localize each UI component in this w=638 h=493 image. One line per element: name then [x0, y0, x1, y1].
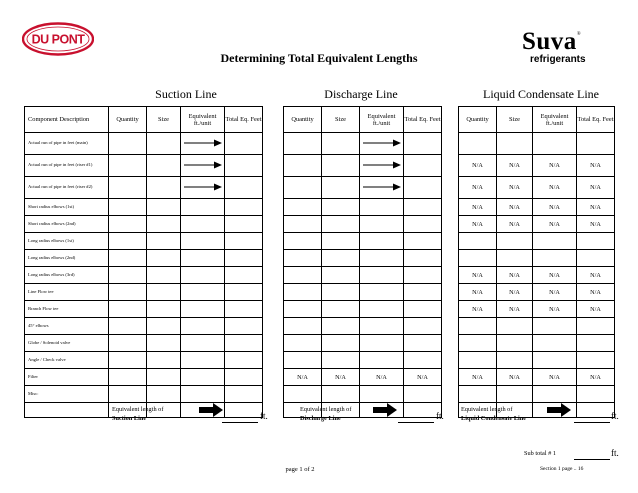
table-row	[459, 233, 615, 250]
discharge-quantity-cell[interactable]	[284, 199, 322, 216]
table-row	[284, 177, 442, 199]
liquid-total-cell: N/A	[577, 155, 615, 177]
equiv-cell[interactable]	[181, 216, 225, 233]
liquid-quantity-cell: N/A	[459, 199, 497, 216]
size-cell[interactable]	[147, 284, 181, 301]
discharge-quantity-cell[interactable]	[284, 233, 322, 250]
size-cell[interactable]	[147, 250, 181, 267]
component-label: Angle / Check valve	[25, 352, 109, 369]
liquid-equiv-cell: N/A	[533, 155, 577, 177]
liquid-quantity-cell[interactable]	[459, 133, 497, 155]
equiv-cell[interactable]	[181, 250, 225, 267]
discharge-unit: ft.	[436, 411, 444, 421]
quantity-cell[interactable]	[109, 284, 147, 301]
table-row	[459, 301, 615, 318]
liquid-total-cell[interactable]	[577, 318, 615, 335]
total-header: Total Eq. Feet	[225, 107, 263, 133]
table-row	[25, 335, 263, 352]
table-row	[284, 301, 442, 318]
liquid-total-cell[interactable]	[577, 403, 615, 418]
total-cell[interactable]	[225, 403, 263, 418]
liquid-size-cell: N/A	[497, 369, 533, 386]
table-row	[25, 199, 263, 216]
discharge-equiv-cell	[360, 177, 404, 199]
liquid-footer: Equivalent length of Liquid Condensate Line	[461, 406, 527, 422]
discharge-size-cell[interactable]	[322, 133, 360, 155]
table-row	[25, 250, 263, 267]
discharge-size-cell[interactable]	[322, 267, 360, 284]
discharge-equiv-cell[interactable]	[360, 352, 404, 369]
liquid-total-cell: N/A	[577, 216, 615, 233]
table-row	[284, 369, 442, 386]
page-title: Determining Total Equivalent Lengths	[220, 51, 418, 65]
table-row	[459, 318, 615, 335]
discharge-size-cell[interactable]	[322, 301, 360, 318]
arrow-icon	[183, 183, 223, 191]
liquid-size-cell[interactable]	[497, 335, 533, 352]
total-cell[interactable]	[225, 318, 263, 335]
liquid-quantity-cell[interactable]	[459, 318, 497, 335]
quantity-cell[interactable]	[109, 177, 147, 199]
equiv-cell[interactable]	[181, 369, 225, 386]
component-label: Short radius elbows (2nd)	[25, 216, 109, 233]
equiv-cell[interactable]	[181, 199, 225, 216]
liquid-table	[458, 106, 615, 418]
discharge-total-cell[interactable]	[404, 199, 442, 216]
table-row	[284, 267, 442, 284]
liquid-quantity-header: Quantity	[459, 107, 497, 133]
section-page: Section 1 page .. 16	[540, 466, 584, 472]
quantity-cell[interactable]	[109, 318, 147, 335]
table-row	[459, 369, 615, 386]
total-cell[interactable]	[225, 335, 263, 352]
table-row	[25, 386, 263, 403]
discharge-total-cell[interactable]	[404, 155, 442, 177]
discharge-total-cell[interactable]	[404, 352, 442, 369]
discharge-equiv-cell[interactable]	[360, 301, 404, 318]
table-row	[284, 216, 442, 233]
discharge-size-cell[interactable]	[322, 233, 360, 250]
suction-footer: Equivalent length of Suction Line	[112, 406, 164, 422]
size-cell[interactable]	[147, 216, 181, 233]
discharge-equiv-cell[interactable]	[360, 233, 404, 250]
table-row	[284, 284, 442, 301]
discharge-equiv-cell[interactable]	[360, 199, 404, 216]
discharge-quantity-header: Quantity	[284, 107, 322, 133]
table-row	[459, 133, 615, 155]
size-cell[interactable]	[147, 267, 181, 284]
liquid-total-blank[interactable]	[574, 422, 610, 423]
liquid-equiv-cell[interactable]	[533, 250, 577, 267]
liquid-quantity-cell[interactable]	[459, 335, 497, 352]
discharge-quantity-cell[interactable]	[284, 301, 322, 318]
liquid-quantity-cell: N/A	[459, 284, 497, 301]
component-label: Actual run of pipe in feet (riser #2)	[25, 177, 109, 199]
liquid-size-cell: N/A	[497, 267, 533, 284]
right-arrow-icon	[546, 403, 572, 417]
discharge-total-cell[interactable]	[404, 250, 442, 267]
discharge-equiv-cell	[360, 155, 404, 177]
discharge-size-cell[interactable]	[322, 250, 360, 267]
discharge-equiv-header: Equivalent ft./unit	[360, 107, 404, 133]
total-cell[interactable]	[225, 267, 263, 284]
liquid-quantity-cell: N/A	[459, 301, 497, 318]
discharge-total-cell[interactable]	[404, 301, 442, 318]
arrow-icon	[183, 161, 223, 169]
liquid-size-cell[interactable]	[497, 250, 533, 267]
discharge-quantity-cell[interactable]	[284, 267, 322, 284]
size-cell[interactable]	[147, 352, 181, 369]
quantity-cell[interactable]	[109, 301, 147, 318]
liquid-quantity-cell: N/A	[459, 267, 497, 284]
total-cell[interactable]	[225, 250, 263, 267]
table-row	[284, 335, 442, 352]
liquid-unit: ft.	[611, 411, 619, 421]
arrow-icon	[362, 183, 402, 191]
size-header: Size	[147, 107, 181, 133]
table-row	[459, 284, 615, 301]
liquid-total-header: Total Eq. Feet	[577, 107, 615, 133]
discharge-size-cell[interactable]	[322, 284, 360, 301]
liquid-total-cell: N/A	[577, 177, 615, 199]
discharge-table	[283, 106, 442, 418]
liquid-quantity-cell[interactable]	[459, 386, 497, 403]
equiv-cell[interactable]	[181, 301, 225, 318]
quantity-cell[interactable]	[109, 199, 147, 216]
component-label: Short radius elbows (1st)	[25, 199, 109, 216]
discharge-total-blank[interactable]	[398, 422, 434, 423]
table-row	[25, 267, 263, 284]
discharge-total-cell[interactable]	[404, 267, 442, 284]
table-row	[459, 386, 615, 403]
discharge-quantity-cell[interactable]	[284, 318, 322, 335]
liquid-equiv-cell[interactable]	[533, 233, 577, 250]
liquid-total-cell: N/A	[577, 199, 615, 216]
table-row	[25, 369, 263, 386]
discharge-size-cell[interactable]	[322, 177, 360, 199]
size-cell[interactable]	[147, 318, 181, 335]
quantity-cell[interactable]	[109, 216, 147, 233]
equiv-cell[interactable]	[181, 284, 225, 301]
liquid-size-cell[interactable]	[497, 318, 533, 335]
liquid-quantity-cell: N/A	[459, 155, 497, 177]
component-label	[25, 403, 109, 418]
suction-total-blank[interactable]	[222, 422, 258, 423]
discharge-quantity-cell[interactable]	[284, 177, 322, 199]
liquid-equiv-cell[interactable]	[533, 352, 577, 369]
subtotal-unit: ft.	[611, 448, 619, 458]
discharge-line-heading: Discharge Line	[324, 87, 398, 101]
discharge-quantity-cell[interactable]	[284, 284, 322, 301]
total-cell[interactable]	[225, 369, 263, 386]
liquid-total-cell: N/A	[577, 369, 615, 386]
discharge-size-cell[interactable]	[322, 155, 360, 177]
liquid-quantity-cell[interactable]	[459, 250, 497, 267]
liquid-size-cell[interactable]	[497, 352, 533, 369]
equiv-header: Equivalent ft./unit	[181, 107, 225, 133]
liquid-equiv-cell: N/A	[533, 216, 577, 233]
component-label: Branch Flow tee	[25, 301, 109, 318]
discharge-equiv-cell[interactable]	[360, 284, 404, 301]
quantity-cell[interactable]	[109, 335, 147, 352]
liquid-equiv-cell[interactable]	[533, 335, 577, 352]
table-row	[25, 133, 263, 155]
subtotal-blank[interactable]	[574, 459, 610, 460]
quantity-cell[interactable]	[109, 250, 147, 267]
equiv-cell[interactable]	[181, 318, 225, 335]
liquid-size-cell[interactable]	[497, 386, 533, 403]
discharge-equiv-cell[interactable]	[360, 267, 404, 284]
liquid-quantity-cell[interactable]	[459, 233, 497, 250]
table-row	[284, 352, 442, 369]
liquid-size-cell: N/A	[497, 301, 533, 318]
table-row	[25, 216, 263, 233]
liquid-size-cell[interactable]	[497, 233, 533, 250]
table-row	[459, 216, 615, 233]
equiv-cell	[181, 133, 225, 155]
discharge-size-cell[interactable]	[322, 216, 360, 233]
discharge-total-cell[interactable]	[404, 284, 442, 301]
table-row	[25, 233, 263, 250]
subtotal-label: Sub total # 1	[524, 450, 557, 457]
liquid-line-heading: Liquid Condensate Line	[483, 87, 599, 101]
liquid-quantity-cell: N/A	[459, 177, 497, 199]
page-number: page 1 of 2	[285, 466, 315, 473]
component-label: Long radius elbows (3rd)	[25, 267, 109, 284]
liquid-size-cell: N/A	[497, 199, 533, 216]
equiv-cell[interactable]	[181, 386, 225, 403]
liquid-equiv-cell: N/A	[533, 177, 577, 199]
equiv-cell	[181, 177, 225, 199]
liquid-equiv-cell: N/A	[533, 284, 577, 301]
quantity-header: Quantity	[109, 107, 147, 133]
discharge-total-cell[interactable]	[404, 318, 442, 335]
discharge-total-header: Total Eq. Feet	[404, 107, 442, 133]
discharge-size-header: Size	[322, 107, 360, 133]
liquid-quantity-cell[interactable]	[459, 352, 497, 369]
table-row	[284, 250, 442, 267]
size-cell[interactable]	[147, 335, 181, 352]
discharge-equiv-cell[interactable]	[360, 250, 404, 267]
liquid-total-cell[interactable]	[577, 250, 615, 267]
total-cell[interactable]	[225, 133, 263, 155]
liquid-total-cell: N/A	[577, 301, 615, 318]
liquid-size-header: Size	[497, 107, 533, 133]
table-row	[25, 155, 263, 177]
discharge-quantity-cell[interactable]	[284, 216, 322, 233]
component-header: Component Description	[25, 107, 109, 133]
component-label: Line Flow tee	[25, 284, 109, 301]
component-label: Filter	[25, 369, 109, 386]
arrow-icon	[362, 161, 402, 169]
liquid-quantity-cell: N/A	[459, 369, 497, 386]
liquid-equiv-header: Equivalent ft./unit	[533, 107, 577, 133]
component-label: Long radius elbows (1st)	[25, 233, 109, 250]
discharge-quantity-cell[interactable]	[284, 386, 322, 403]
arrow-icon	[183, 139, 223, 147]
right-arrow-icon	[372, 403, 398, 417]
table-row	[284, 155, 442, 177]
quantity-cell[interactable]	[109, 267, 147, 284]
quantity-cell[interactable]	[109, 369, 147, 386]
table-row	[284, 233, 442, 250]
discharge-size-cell[interactable]	[322, 386, 360, 403]
discharge-size-cell[interactable]	[322, 199, 360, 216]
svg-text:DU PONT: DU PONT	[31, 32, 85, 47]
arrow-icon	[362, 139, 402, 147]
total-cell[interactable]	[225, 301, 263, 318]
liquid-total-cell: N/A	[577, 267, 615, 284]
total-cell[interactable]	[225, 216, 263, 233]
discharge-quantity-cell[interactable]	[284, 133, 322, 155]
total-cell[interactable]	[225, 386, 263, 403]
size-cell[interactable]	[147, 301, 181, 318]
equiv-cell	[181, 155, 225, 177]
liquid-total-cell[interactable]	[577, 233, 615, 250]
quantity-cell[interactable]	[109, 386, 147, 403]
equiv-cell[interactable]	[181, 335, 225, 352]
liquid-equiv-cell: N/A	[533, 369, 577, 386]
liquid-size-cell: N/A	[497, 155, 533, 177]
discharge-equiv-cell[interactable]	[360, 216, 404, 233]
table-row	[25, 352, 263, 369]
discharge-footer: Equivalent length of Discharge Line	[300, 406, 352, 422]
table-row	[459, 177, 615, 199]
discharge-quantity-cell[interactable]	[284, 352, 322, 369]
suva-brand: Suva®	[522, 28, 582, 55]
table-row	[284, 386, 442, 403]
equiv-cell[interactable]	[181, 267, 225, 284]
suction-table	[24, 106, 263, 418]
right-arrow-icon	[198, 403, 224, 417]
equiv-cell[interactable]	[181, 233, 225, 250]
size-cell[interactable]	[147, 177, 181, 199]
liquid-quantity-cell: N/A	[459, 216, 497, 233]
suction-unit: ft.	[260, 411, 268, 421]
discharge-total-cell[interactable]	[404, 386, 442, 403]
total-cell[interactable]	[225, 155, 263, 177]
discharge-quantity-cell[interactable]	[284, 250, 322, 267]
discharge-size-cell[interactable]	[322, 318, 360, 335]
discharge-size-cell: N/A	[322, 369, 360, 386]
table-row	[284, 318, 442, 335]
table-row	[25, 284, 263, 301]
component-label: Globe / Solenoid valve	[25, 335, 109, 352]
liquid-size-cell: N/A	[497, 216, 533, 233]
table-row	[459, 335, 615, 352]
discharge-total-cell: N/A	[404, 369, 442, 386]
component-label: Misc:	[25, 386, 109, 403]
total-cell[interactable]	[225, 284, 263, 301]
total-cell[interactable]	[225, 199, 263, 216]
liquid-size-cell[interactable]	[497, 133, 533, 155]
liquid-total-cell[interactable]	[577, 133, 615, 155]
liquid-equiv-cell[interactable]	[533, 386, 577, 403]
quantity-cell[interactable]	[109, 233, 147, 250]
table-row	[25, 177, 263, 199]
discharge-quantity-cell: N/A	[284, 369, 322, 386]
equiv-cell[interactable]	[181, 352, 225, 369]
liquid-total-cell: N/A	[577, 284, 615, 301]
table-row	[25, 318, 263, 335]
liquid-equiv-cell[interactable]	[533, 318, 577, 335]
size-cell[interactable]	[147, 133, 181, 155]
component-label: Actual run of pipe in feet (riser #1)	[25, 155, 109, 177]
liquid-total-cell[interactable]	[577, 352, 615, 369]
liquid-equiv-cell: N/A	[533, 199, 577, 216]
table-row	[459, 199, 615, 216]
size-cell[interactable]	[147, 199, 181, 216]
total-cell[interactable]	[225, 233, 263, 250]
liquid-size-cell: N/A	[497, 284, 533, 301]
table-row	[459, 267, 615, 284]
discharge-equiv-cell[interactable]	[360, 386, 404, 403]
table-row	[459, 155, 615, 177]
table-row	[459, 250, 615, 267]
quantity-cell[interactable]	[109, 133, 147, 155]
table-row	[284, 133, 442, 155]
liquid-total-cell[interactable]	[577, 335, 615, 352]
discharge-total-cell[interactable]	[404, 216, 442, 233]
discharge-equiv-cell[interactable]	[360, 335, 404, 352]
table-row	[284, 199, 442, 216]
discharge-size-cell[interactable]	[322, 352, 360, 369]
total-cell[interactable]	[225, 352, 263, 369]
quantity-cell[interactable]	[109, 352, 147, 369]
size-cell[interactable]	[147, 233, 181, 250]
discharge-total-cell[interactable]	[404, 335, 442, 352]
discharge-total-cell[interactable]	[404, 233, 442, 250]
size-cell[interactable]	[147, 369, 181, 386]
liquid-equiv-cell: N/A	[533, 267, 577, 284]
table-row	[25, 301, 263, 318]
discharge-size-cell[interactable]	[322, 335, 360, 352]
discharge-equiv-cell	[360, 133, 404, 155]
liquid-size-cell: N/A	[497, 177, 533, 199]
discharge-total-cell[interactable]	[404, 133, 442, 155]
size-cell[interactable]	[147, 155, 181, 177]
quantity-cell[interactable]	[109, 155, 147, 177]
discharge-equiv-cell[interactable]	[360, 318, 404, 335]
component-label: Long radius elbows (2nd)	[25, 250, 109, 267]
discharge-quantity-cell[interactable]	[284, 335, 322, 352]
suva-refrigerants: refrigerants	[530, 54, 586, 65]
liquid-total-cell[interactable]	[577, 386, 615, 403]
component-label: 45° elbows	[25, 318, 109, 335]
discharge-quantity-cell[interactable]	[284, 155, 322, 177]
discharge-equiv-cell: N/A	[360, 369, 404, 386]
table-row	[459, 352, 615, 369]
total-cell[interactable]	[225, 177, 263, 199]
size-cell[interactable]	[147, 386, 181, 403]
suction-line-heading: Suction Line	[155, 87, 217, 101]
discharge-total-cell[interactable]	[404, 177, 442, 199]
liquid-equiv-cell: N/A	[533, 301, 577, 318]
component-label: Actual run of pipe in feet (main)	[25, 133, 109, 155]
liquid-equiv-cell[interactable]	[533, 133, 577, 155]
